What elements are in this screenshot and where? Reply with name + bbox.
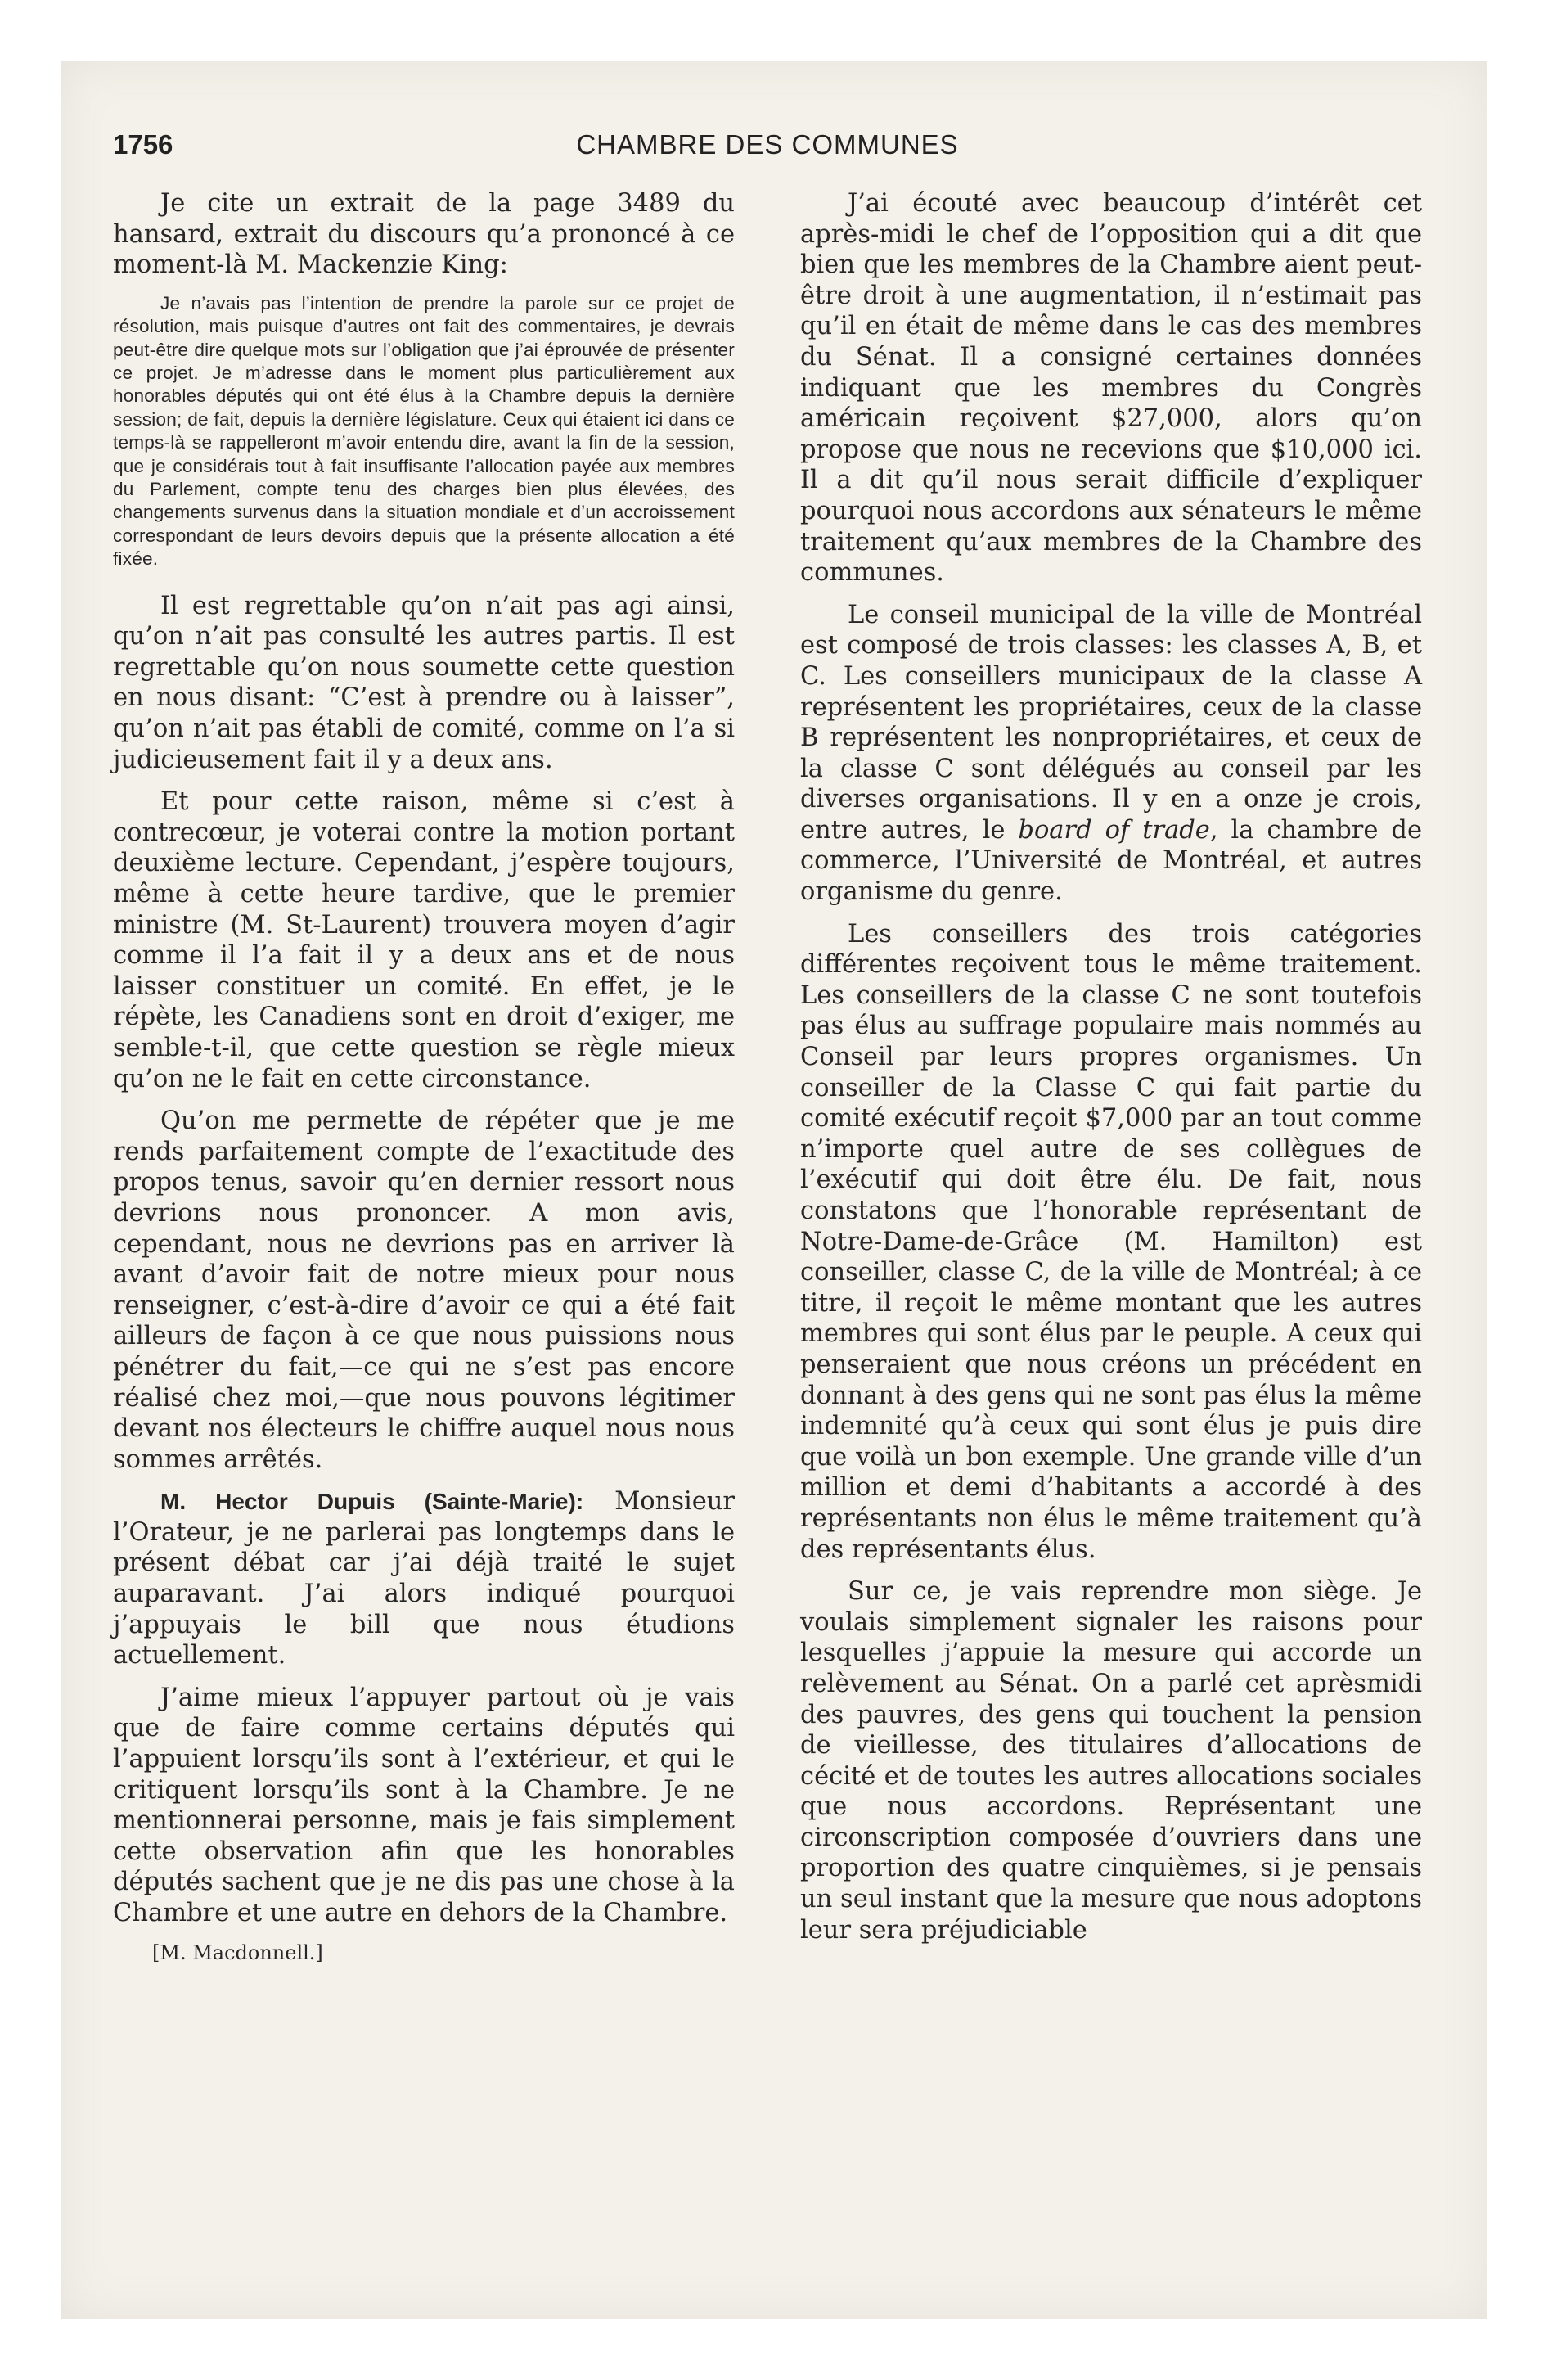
paragraph — [800, 600, 1422, 908]
speaker-paragraph — [113, 1486, 735, 1671]
speech-text: Monsieur l’Orateur, je ne parlerai pas longtemps dans le présent débat car j’ai déjà traité le sujet auparavant. J’ai alors indiqué pourquoi j’appuyais le bill que nous étudions actuellement. — [113, 1487, 735, 1670]
text-run: Le conseil municipal de la ville de Montréal est composé de trois classes: les classes A, B, et C. Les conseillers municipaux de la classe A représentent les propriétaires, ceux de la classe B représentent les nonpropriétaires, et ceux de la classe C sont délégués au conseil par les diverses organisations. Il y en a onze je crois, entre autres, le — [800, 600, 1422, 845]
block-quote: Je n’avais pas l’intention de prendre la parole sur ce projet de résolution, mais puisque d’autres ont fait des commentaires, je devrais peut-être dire quelque mots sur l’obligation que j’ai éprouvée de présenter ce projet. Je m’adresse dans le moment plus particulièrement aux honorables députés qui ont été élus à la Chambre depuis la dernière session; de fait, depuis la dernière législature. Ceux qui étaient ici dans ce temps-là se rappelleront m’avoir entendu dire, avant la fin de la session, que je considérais tout à fait insuffisante l’allocation payée aux membres du Parlement, compte tenu des charges bien plus élevées, des changements survenus dans la situation mondiale et d’un accroissement correspondant de leurs devoirs depuis que la présente allocation a été fixée. — [113, 292, 735, 570]
running-title: CHAMBRE DES COMMUNES — [576, 129, 959, 160]
speaker-name: M. Hector Dupuis (Sainte-Marie): — [160, 1489, 584, 1515]
italic-term: board of trade — [1018, 815, 1210, 845]
paragraph: Sur ce, je vais reprendre mon siège. Je voulais simplement signaler les raisons pour lesquelles j’appuie la mesure qui accorde un relèvement au Sénat. On a parlé cet aprèsmidi des pauvres, des gens qui touchent la pension de vieillesse, des titulaires d’allocations de cécité et de toutes les autres allocations sociales que nous accordons. Représentant une circonscription composée d’ouvriers dans une proportion des quatre cinquièmes, si je pensais un seul instant que la mesure que nous adoptons leur sera préjudiciable — [800, 1577, 1422, 1945]
right-column — [800, 188, 1422, 1957]
text-run: , la chambre de commerce, l’Université de Montréal, et autres organisme du genre. — [800, 815, 1422, 907]
page-header — [113, 129, 1422, 170]
paragraph: Les conseillers des trois catégories différentes reçoivent tous le même traitement. Les conseillers de la classe C ne sont toutefois pas élus au suffrage populaire mais nommés au Conseil par leurs propres organismes. Un conseiller de la Classe C qui fait partie du comité exécutif reçoit $7,000 par an tout comme n’importe quel autre de ses collègues de l’exécutif qui doit être élu. De fait, nous constatons que l’honorable représentant de Notre-Dame-de-Grâce (M. Hamilton) est conseiller, classe C, de la ville de Montréal; à ce titre, il reçoit le même montant que les autres membres qui sont élus par le peuple. A ceux qui penseraient que nous créons un précédent en donnant à des gens qui ne sont pas élus la même indemnité qu’à ceux qui sont élus je puis dire que voilà un bon exemple. Une grande ville d’un million et demi d’habitants a accordé à des représentants non élus le même traitement qu’à des représentants élus. — [800, 919, 1422, 1564]
paragraph: Il est regrettable qu’on n’ait pas agi ainsi, qu’on n’ait pas consulté les autres partis. Il est regrettable qu’on nous soumette cette question en nous disant: “C’est à prendre ou à laisser”, qu’on n’ait pas établi de comité, comme on l’a si judicieusement fait il y a deux ans. — [113, 591, 735, 774]
page-number: 1756 — [113, 129, 173, 160]
paragraph: Et pour cette raison, même si c’est à contrecœur, je voterai contre la motion portant deuxième lecture. Cependant, j’espère toujours, même à cette heure tardive, que le premier ministre (M. St-Laurent) trouvera moyen d’agir comme il l’a fait il y a deux ans et de nous laisser constituer un comité. En effet, je le répète, les Canadiens sont en droit d’exiger, me semble-t-il, que cette question se règle mieux qu’on ne le fait en cette circonstance. — [113, 787, 735, 1093]
paragraph: J’ai écouté avec beaucoup d’intérêt cet après-midi le chef de l’opposition qui a dit que bien que les membres de la Chambre aient peut-être droit à une augmentation, il n’estimait pas qu’il en était de même dans le cas des membres du Sénat. Il a consigné certaines données indiquant que les membres du Congrès américain reçoivent $27,000, alors qu’on propose que nous ne recevions que $10,000 ici. Il a dit qu’il nous serait difficile d’expliquer pourquoi nous accordons aux sénateurs le même traitement qu’aux membres de la Chambre des communes. — [800, 189, 1422, 588]
paragraph: Qu’on me permette de répéter que je me rends parfaitement compte de l’exactitude des propos tenus, savoir qu’en dernier ressort nous devrions nous prononcer. A mon avis, cependant, nous ne devrions pas en arriver là avant d’avoir fait de notre mieux pour nous renseigner, c’est-à-dire d’avoir ce qui a été fait ailleurs de façon à ce que nous puissions nous pénétrer du fait,—ce qui ne s’est pas encore réalisé chez moi,—que nous pouvons légitimer devant nos électeurs le chiffre auquel nous nous sommes arrêtés. — [113, 1107, 735, 1474]
paragraph: J’aime mieux l’appuyer partout où je vais que de faire comme certains députés qui l’appuient lorsqu’ils sont à l’extérieur, et qui le critiquent lorsqu’ils sont à la Chambre. Je ne mentionnerai personne, mais je fais simplement cette observation afin que les honorables députés sachent que je ne dis pas une chose à la Chambre et une autre en dehors de la Chambre. — [113, 1683, 735, 1927]
left-column — [113, 188, 735, 1965]
paragraph: Je cite un extrait de la page 3489 du hansard, extrait du discours qu’a prononcé à ce moment-là M. Mackenzie King: — [113, 189, 735, 280]
speaker-note: [M. Macdonnell.] — [152, 1941, 323, 1964]
